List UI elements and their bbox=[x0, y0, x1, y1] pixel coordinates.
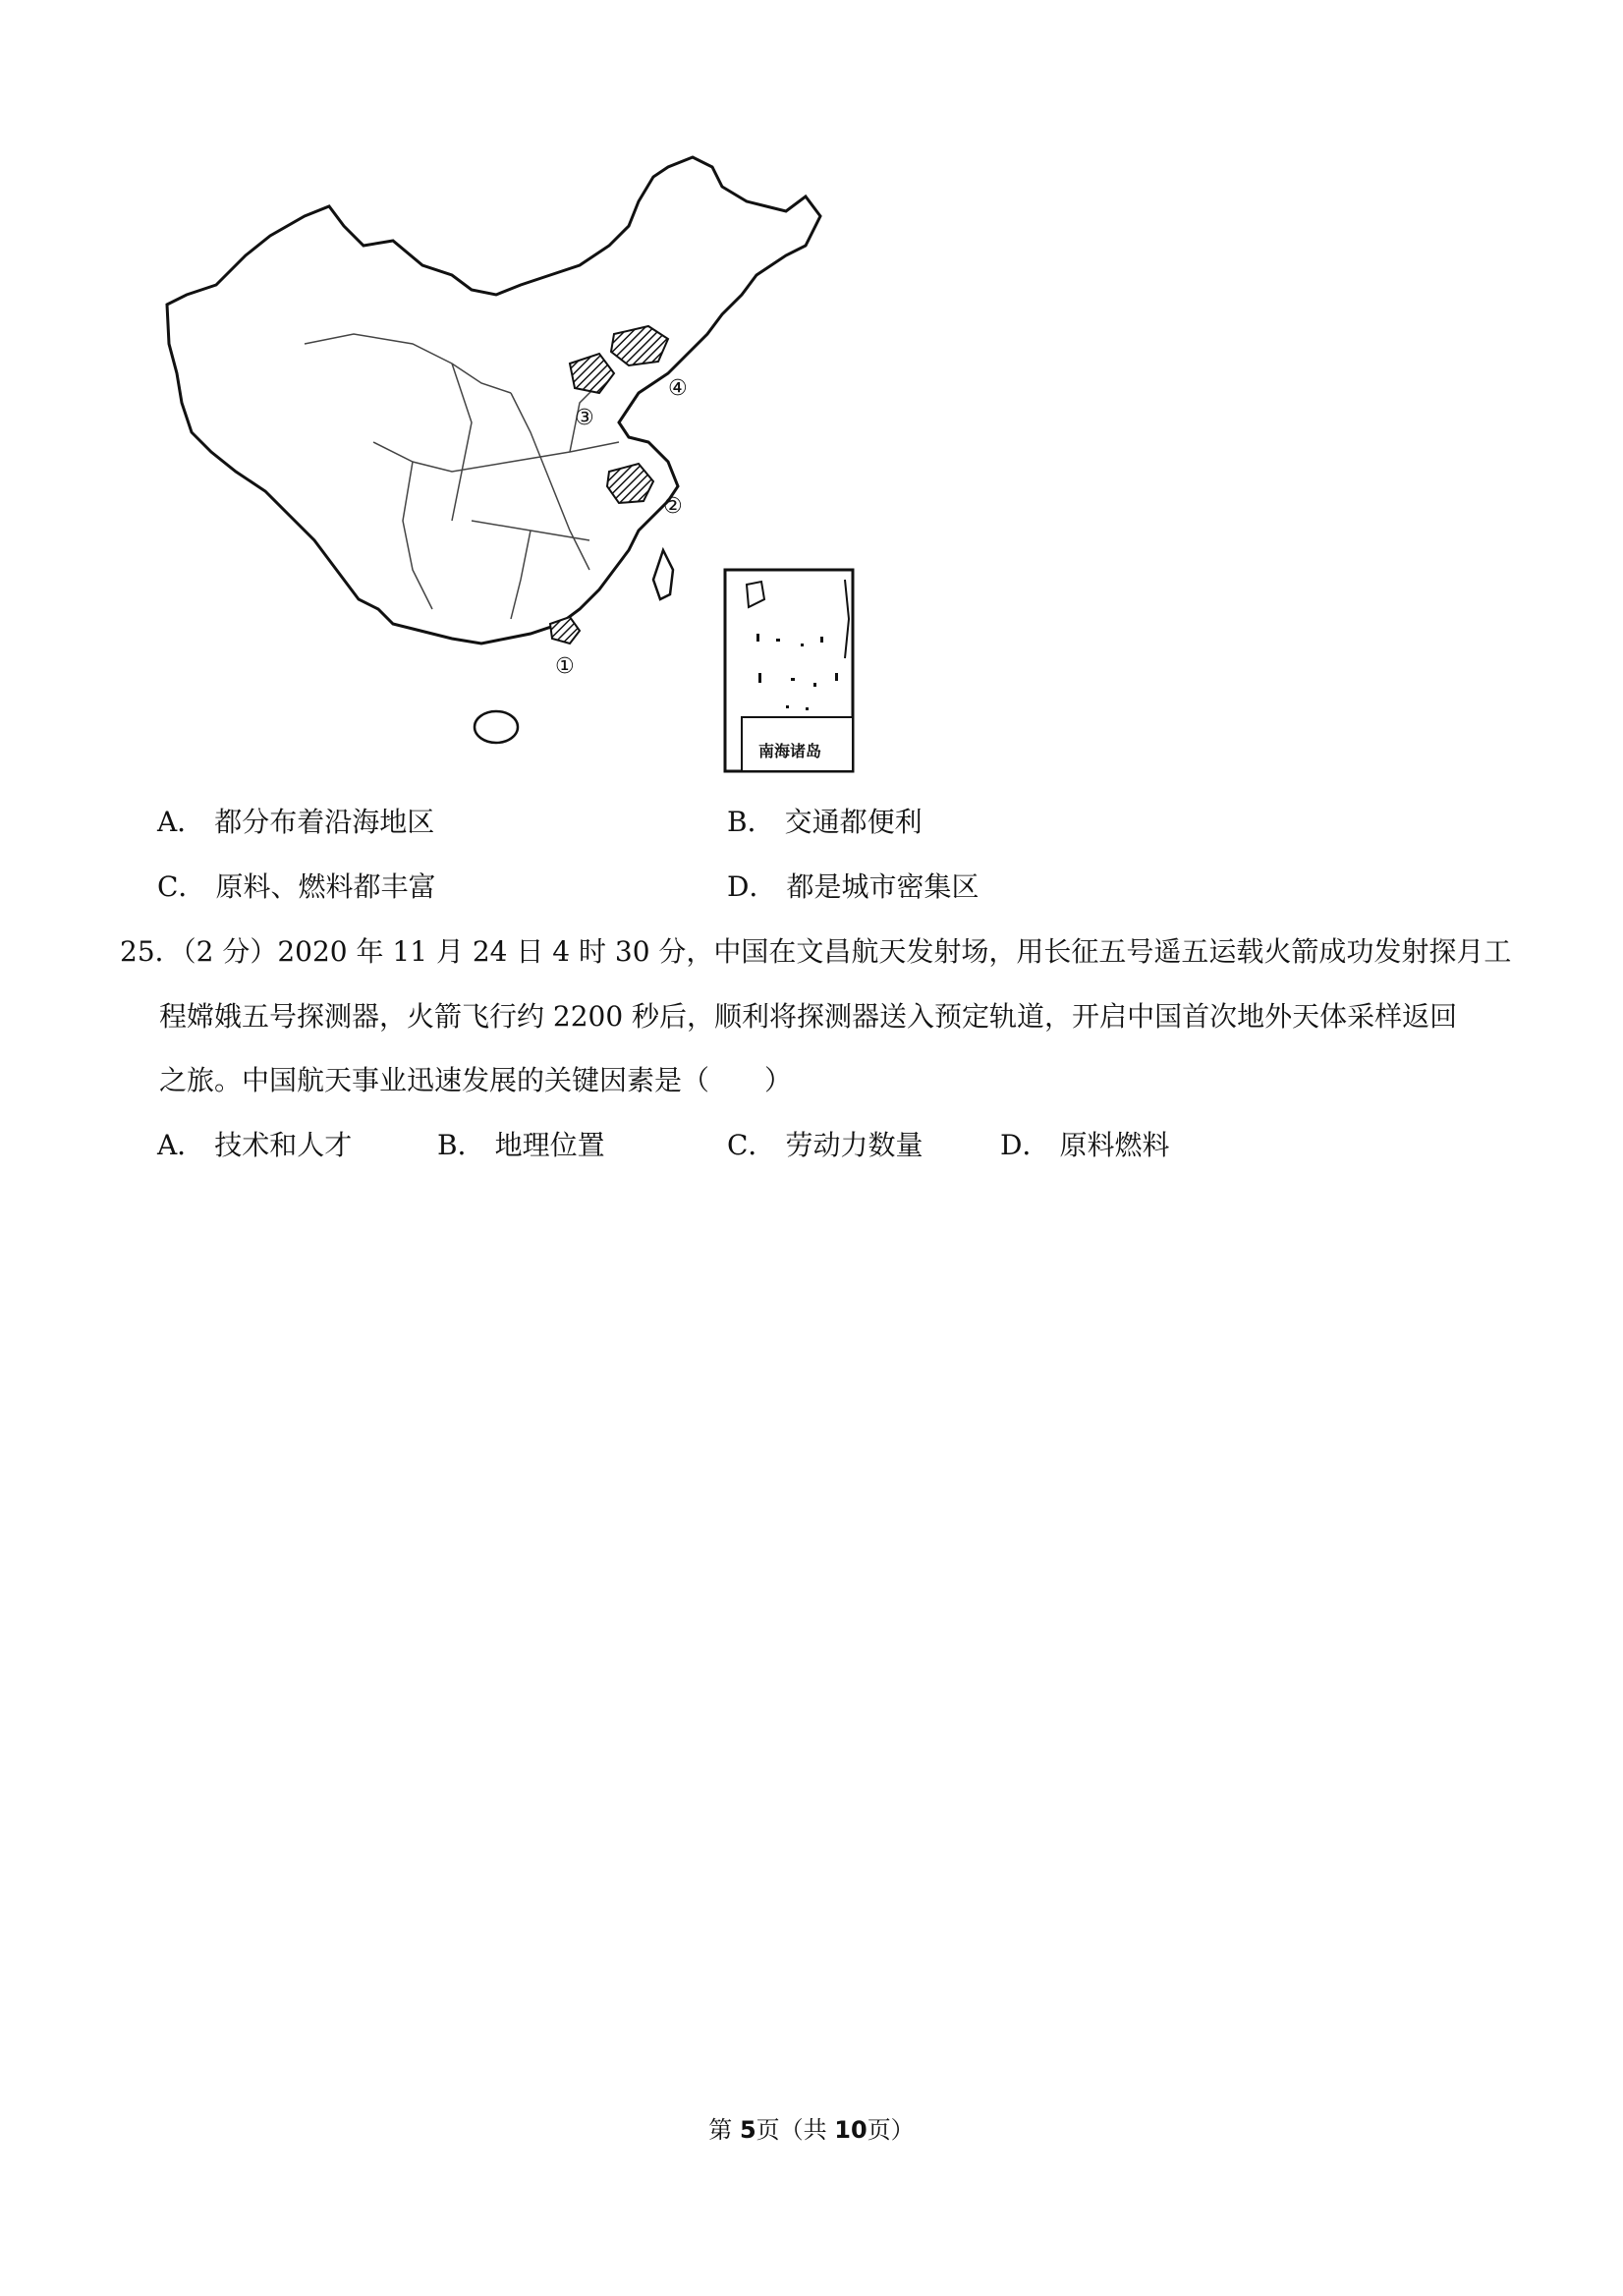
option-text: 地理位置 bbox=[494, 1129, 605, 1161]
q25-stem-line-2: 程嫦娥五号探测器，火箭飞行约 2200 秒后，顺利将探测器送入预定轨道，开启中国首次地外天体采样返回 bbox=[159, 1000, 1458, 1033]
option-text: 技术和人才 bbox=[214, 1129, 353, 1161]
option-label: C． bbox=[157, 870, 206, 903]
option-text: 都是城市密集区 bbox=[786, 870, 979, 903]
inset-label: 南海诸岛 bbox=[758, 742, 822, 760]
q25-option-d[interactable] bbox=[1000, 1126, 1169, 1165]
q24-option-c[interactable] bbox=[157, 868, 435, 907]
q24-option-b[interactable] bbox=[727, 803, 923, 842]
footer-middle: 页（共 bbox=[756, 2116, 835, 2144]
option-text: 原料、燃料都丰富 bbox=[215, 870, 436, 903]
footer-page-number: 5 bbox=[739, 2116, 756, 2144]
footer-total-pages: 10 bbox=[834, 2116, 867, 2144]
q25-option-b[interactable] bbox=[437, 1126, 605, 1165]
page-footer bbox=[0, 2110, 1623, 2145]
q25-stem-line-3: 之旅。中国航天事业迅速发展的关键因素是（ ） bbox=[159, 1064, 793, 1096]
footer-suffix: 页） bbox=[867, 2116, 915, 2144]
marker-2: ② bbox=[663, 494, 683, 519]
option-label: A． bbox=[157, 1129, 205, 1161]
q24-option-a[interactable] bbox=[157, 803, 434, 842]
marker-1: ① bbox=[555, 654, 575, 679]
footer-prefix: 第 bbox=[708, 2116, 740, 2144]
question-number: 25． bbox=[120, 935, 183, 968]
q24-option-d[interactable] bbox=[727, 868, 979, 907]
q25-option-c[interactable] bbox=[727, 1126, 923, 1165]
china-industrial-base-map bbox=[157, 147, 865, 776]
option-label: D． bbox=[1000, 1129, 1050, 1161]
option-text: 交通都便利 bbox=[784, 806, 923, 838]
taiwan-island bbox=[653, 550, 673, 599]
question-text: （2 分）2020 年 11 月 24 日 4 时 30 分，中国在文昌航天发射场，用长征五号遥五运载火箭成功发射探月工 bbox=[182, 935, 1512, 968]
option-label: B． bbox=[727, 806, 775, 838]
option-label: B． bbox=[437, 1129, 485, 1161]
option-label: D． bbox=[727, 870, 777, 903]
south-china-sea-inset bbox=[725, 570, 853, 771]
marker-3: ③ bbox=[575, 406, 594, 430]
hainan-island bbox=[475, 711, 518, 743]
option-text: 都分布着沿海地区 bbox=[214, 806, 435, 838]
option-label: C． bbox=[727, 1129, 776, 1161]
option-label: A． bbox=[157, 806, 205, 838]
q25-stem-line-1 bbox=[120, 932, 1511, 972]
marker-4: ④ bbox=[668, 376, 688, 401]
option-text: 原料燃料 bbox=[1059, 1129, 1170, 1161]
china-outline bbox=[167, 157, 820, 644]
q25-option-a[interactable] bbox=[157, 1126, 352, 1165]
option-text: 劳动力数量 bbox=[785, 1129, 923, 1161]
